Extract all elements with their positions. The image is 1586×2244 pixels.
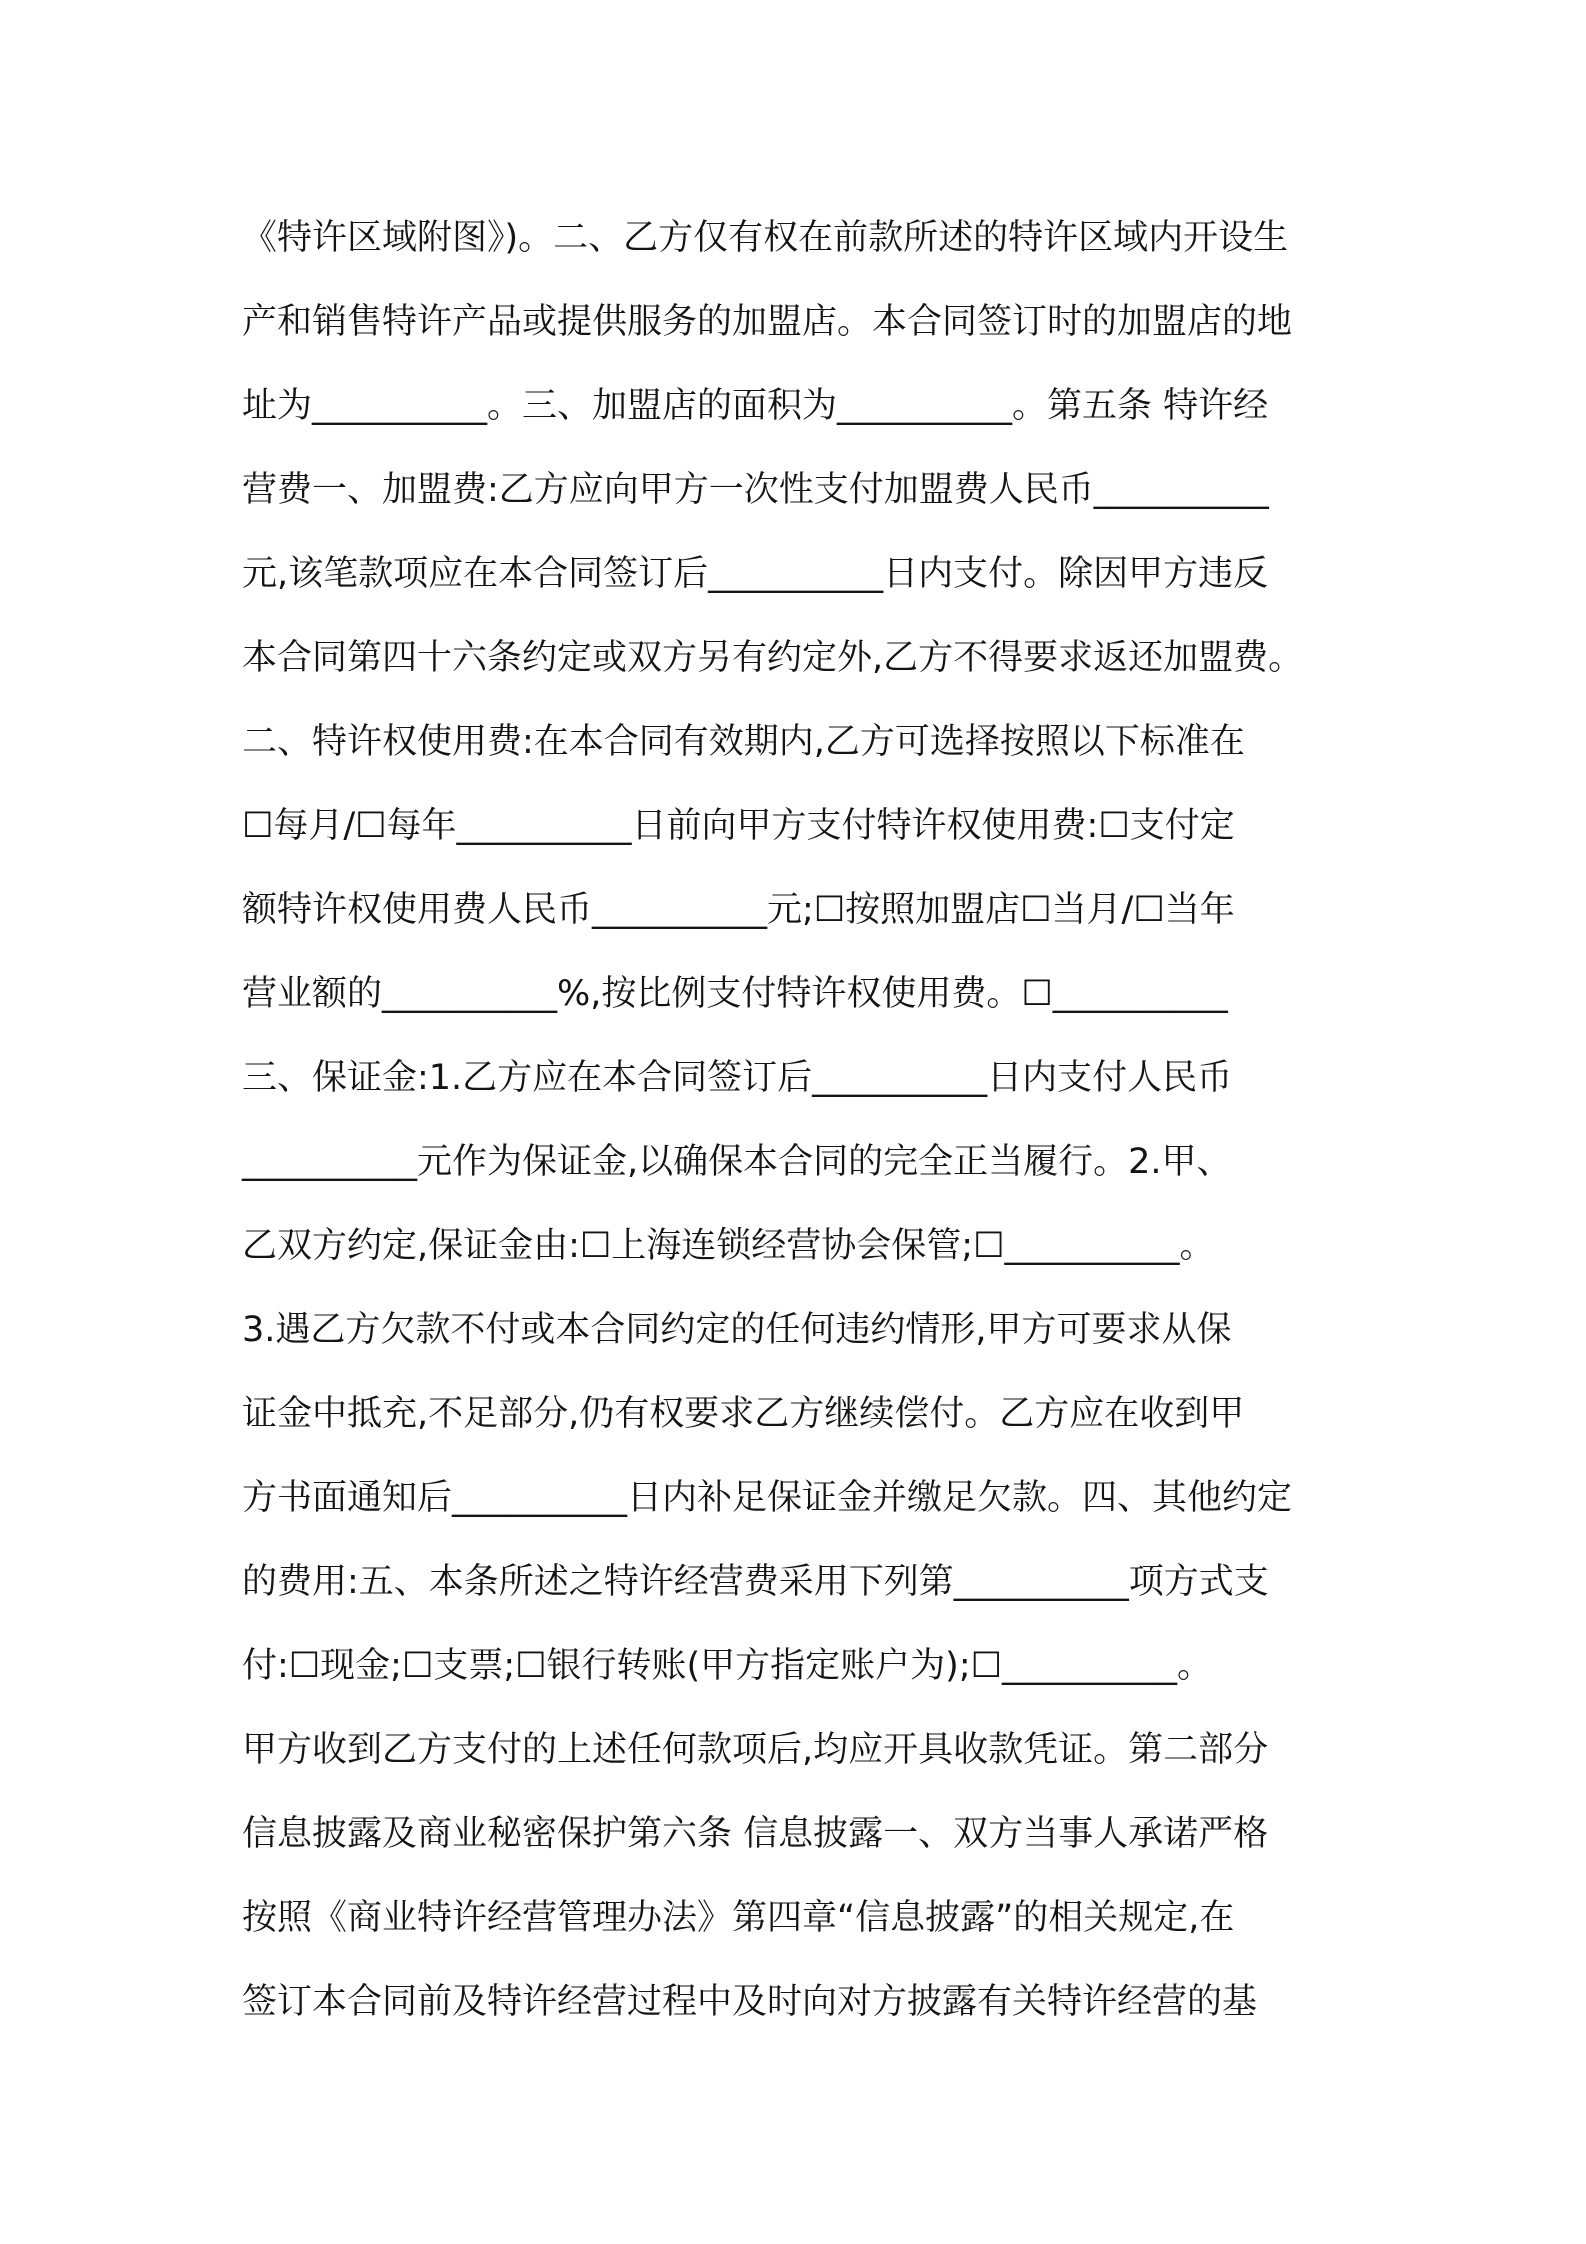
text-line: 二、特许权使用费:在本合同有效期内,乙方可选择按照以下标准在 <box>242 722 1245 762</box>
text-line: 营费一、加盟费:乙方应向甲方一次性支付加盟费人民币__________ <box>242 470 1269 510</box>
text-line: 证金中抵充,不足部分,仍有权要求乙方继续偿付。乙方应在收到甲 <box>242 1394 1245 1434</box>
text-line: 本合同第四十六条约定或双方另有约定外,乙方不得要求返还加盟费。 <box>242 638 1304 678</box>
text-line: 乙双方约定,保证金由:☐上海连锁经营协会保管;☐__________。 <box>242 1226 1215 1266</box>
text-line: 信息披露及商业秘密保护第六条 信息披露一、双方当事人承诺严格 <box>242 1814 1269 1854</box>
text-line: 方书面通知后__________日内补足保证金并缴足欠款。四、其他约定 <box>242 1478 1293 1518</box>
text-line: __________元作为保证金,以确保本合同的完全正当履行。2.甲、 <box>242 1142 1232 1182</box>
text-line: 址为__________。三、加盟店的面积为__________。第五条 特许经 <box>242 386 1269 426</box>
text-line: 三、保证金:1.乙方应在本合同签订后__________日内支付人民币 <box>242 1058 1233 1098</box>
text-line: 付:☐现金;☐支票;☐银行转账(甲方指定账户为);☐__________。 <box>242 1646 1212 1686</box>
text-line: 产和销售特许产品或提供服务的加盟店。本合同签订时的加盟店的地 <box>242 302 1293 342</box>
text-line: 元,该笔款项应在本合同签订后__________日内支付。除因甲方违反 <box>242 554 1269 594</box>
text-line: ☐每月/☐每年__________日前向甲方支付特许权使用费:☐支付定 <box>242 806 1235 846</box>
text-line: 3.遇乙方欠款不付或本合同约定的任何违约情形,甲方可要求从保 <box>242 1310 1232 1350</box>
text-line: 甲方收到乙方支付的上述任何款项后,均应开具收款凭证。第二部分 <box>242 1730 1269 1770</box>
text-line: 额特许权使用费人民币__________元;☐按照加盟店☐当月/☐当年 <box>242 890 1235 930</box>
text-line: 的费用:五、本条所述之特许经营费采用下列第__________项方式支 <box>242 1562 1269 1602</box>
text-line: 按照《商业特许经营管理办法》第四章“信息披露”的相关规定,在 <box>242 1898 1235 1938</box>
text-line: 营业额的__________%,按比例支付特许权使用费。☐__________ <box>242 974 1228 1014</box>
text-line: 《特许区域附图》)。二、乙方仅有权在前款所述的特许区域内开设生 <box>242 218 1289 258</box>
contract-body-text <box>242 196 1362 2044</box>
text-line: 签订本合同前及特许经营过程中及时向对方披露有关特许经营的基 <box>242 1982 1258 2022</box>
